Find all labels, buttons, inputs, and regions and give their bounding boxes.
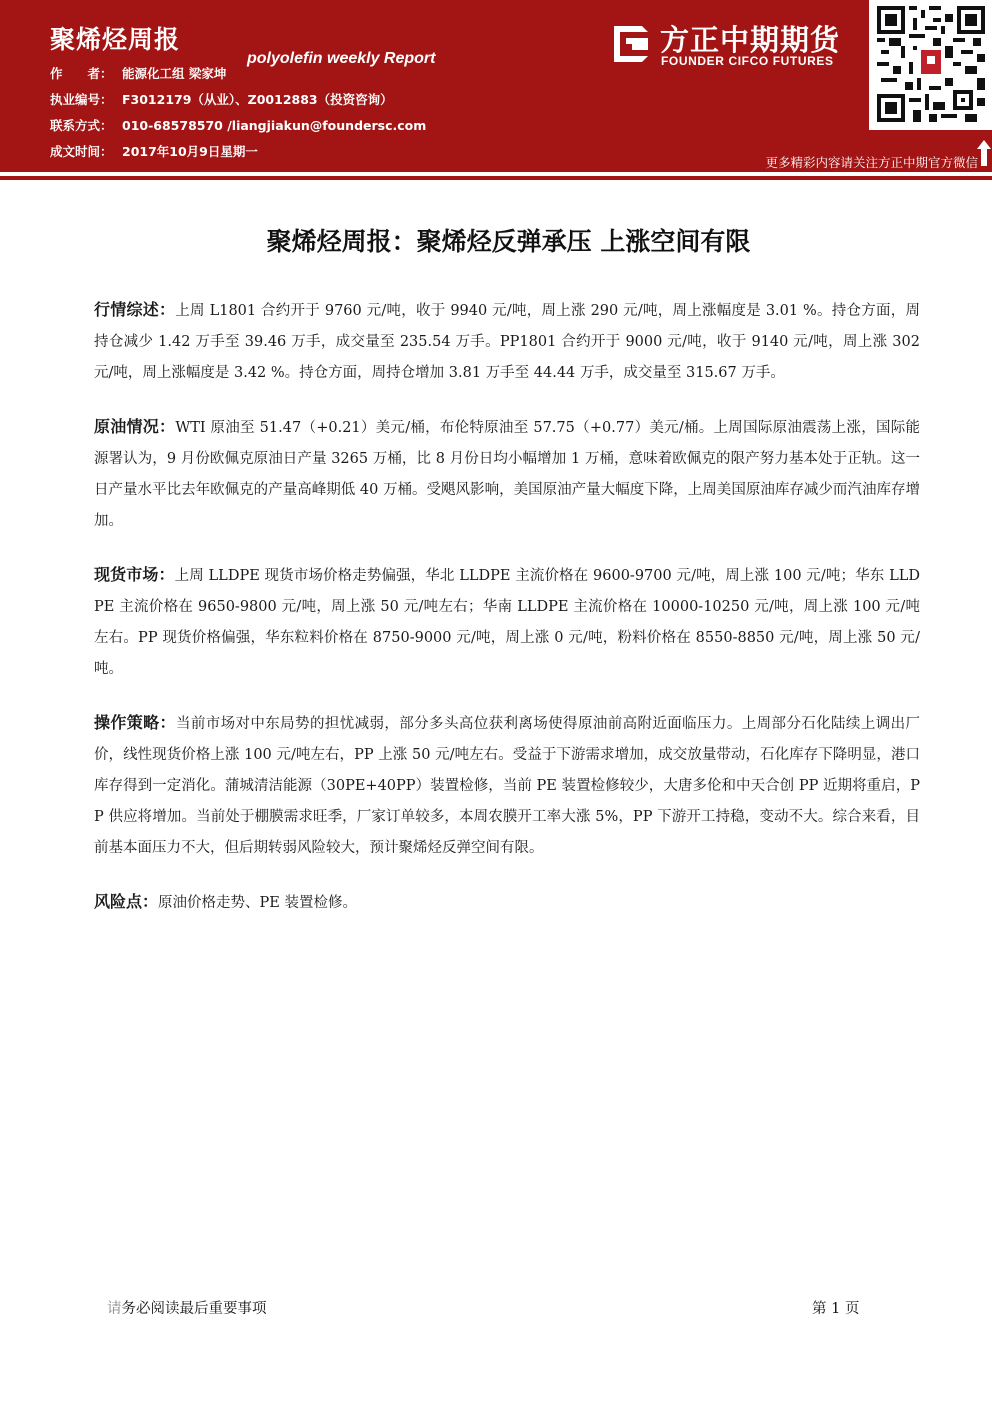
founder-logo-icon: [608, 22, 652, 66]
meta-contact: 联系方式： 010-68578570 /liangjiakun@foundersc.com: [50, 118, 427, 133]
company-logo: [608, 18, 863, 70]
section-text: 原油价格走势、PE 装置检修。: [158, 895, 357, 911]
disclaimer-note: 请务必阅读最后重要事项: [107, 1301, 267, 1317]
meta-license: 执业编号： F3012179（从业）、Z0012883（投资咨询）: [50, 92, 393, 107]
follow-wechat-text: 更多精彩内容请关注方正中期官方微信: [765, 155, 978, 170]
section-text: 当前市场对中东局势的担忧减弱，部分多头高位获利离场使得原油前高附近面临压力。上周部分石化陆续上调出厂价，线性现货价格上涨 100 元/吨左右，PP 上涨 50 元/吨左右。受益于下游需求增加，成交放量带动，石化库存下降明显，港口库存得到一定消化。蒲城清洁能源（30PE+40PP）装置检修，当前 PE 装置检修较少，大唐多伦和中天合创 PP 近期将重启，PP 供应将增加。当前处于棚膜需求旺季，厂家订单较多，本周农膜开工率大涨 5%，PP 下游开工持稳，变动不大。综合来看，目前基本面压力不大，但后期转弱风险较大，预计聚烯烃反弹空间有限。: [94, 716, 920, 856]
author-meta: [50, 66, 426, 170]
section-heading: 风险点：: [94, 892, 159, 911]
section-text: WTI 原油至 51.47（+0.21）美元/桶，布伦特原油至 57.75（+0.77）美元/桶。上周国际原油震荡上涨，国际能源署认为，9 月份欧佩克原油日产量 3265 万桶，比 8 月份日均小幅增加 1 万桶，意味着欧佩克的限产努力基本处于正轨。这一日产量水平比去年欧佩克的产量高峰期低 40 万桶。受飓风影响，美国原油产量大幅度下降，上周美国原油库存减少而汽油库存增加。: [94, 420, 920, 529]
section-text: 上周 LLDPE 现货市场价格走势偏强，华北 LLDPE 主流价格在 9600-9700 元/吨，周上涨 100 元/吨；华东 LLDPE 主流价格在 9650-9800 元/吨，周上涨 50 元/吨左右；华南 LLDPE 主流价格在 10000-10250 元/吨，周上涨 100 元/吨左右。PP 现货价格偏强，华东粒料价格在 8750-9000 元/吨，周上涨 0 元/吨，粉料价格在 8550-8850 元/吨，周上涨 50 元/吨。: [94, 568, 920, 677]
wechat-qr-code: [869, 0, 992, 130]
logo-text-en: FOUNDER CIFCO FUTURES: [661, 54, 834, 68]
section-crude-oil: [94, 411, 920, 537]
meta-date: 成文时间： 2017年10月9日星期一: [50, 144, 258, 159]
document-title: 聚烯烃周报：聚烯烃反弹承压 上涨空间有限: [266, 227, 751, 256]
header-banner: [0, 0, 992, 172]
report-title-en: polyolefin weekly Report: [247, 50, 436, 67]
report-body: [94, 294, 920, 941]
section-market-overview: [94, 294, 920, 389]
contact-email-link[interactable]: 010-68578570 /liangjiakun@foundersc.com: [122, 118, 427, 133]
arrow-up-icon: [976, 138, 992, 168]
qr-code-icon: [877, 6, 985, 122]
logo-text-cn: 方正中期期货: [660, 23, 841, 57]
section-heading: 行情综述：: [94, 300, 176, 319]
section-heading: 原油情况：: [94, 417, 176, 436]
section-heading: 现货市场：: [94, 565, 175, 584]
page-number: 第 1 页: [812, 1301, 860, 1317]
section-risk: [94, 886, 920, 919]
header-divider: [0, 176, 992, 180]
section-spot-market: [94, 559, 920, 685]
section-strategy: [94, 707, 920, 864]
report-title-cn: 聚烯烃周报: [50, 25, 181, 54]
report-title: [50, 20, 436, 67]
section-text: 上周 L1801 合约开于 9760 元/吨，收于 9940 元/吨，周上涨 290 元/吨，周上涨幅度是 3.01 %。持仓方面，周持仓减少 1.42 万手至 39.46 万手，成交量至 235.54 万手。PP1801 合约开于 9000 元/吨，收于 9140 元/吨，周上涨 302 元/吨，周上涨幅度是 3.42 %。持仓方面，周持仓增加 3.81 万手至 44.44 万手，成交量至 315.67 万手。: [94, 303, 920, 381]
meta-author: 作 者： 能源化工组 梁家坤: [50, 66, 227, 81]
section-heading: 操作策略：: [94, 713, 176, 732]
